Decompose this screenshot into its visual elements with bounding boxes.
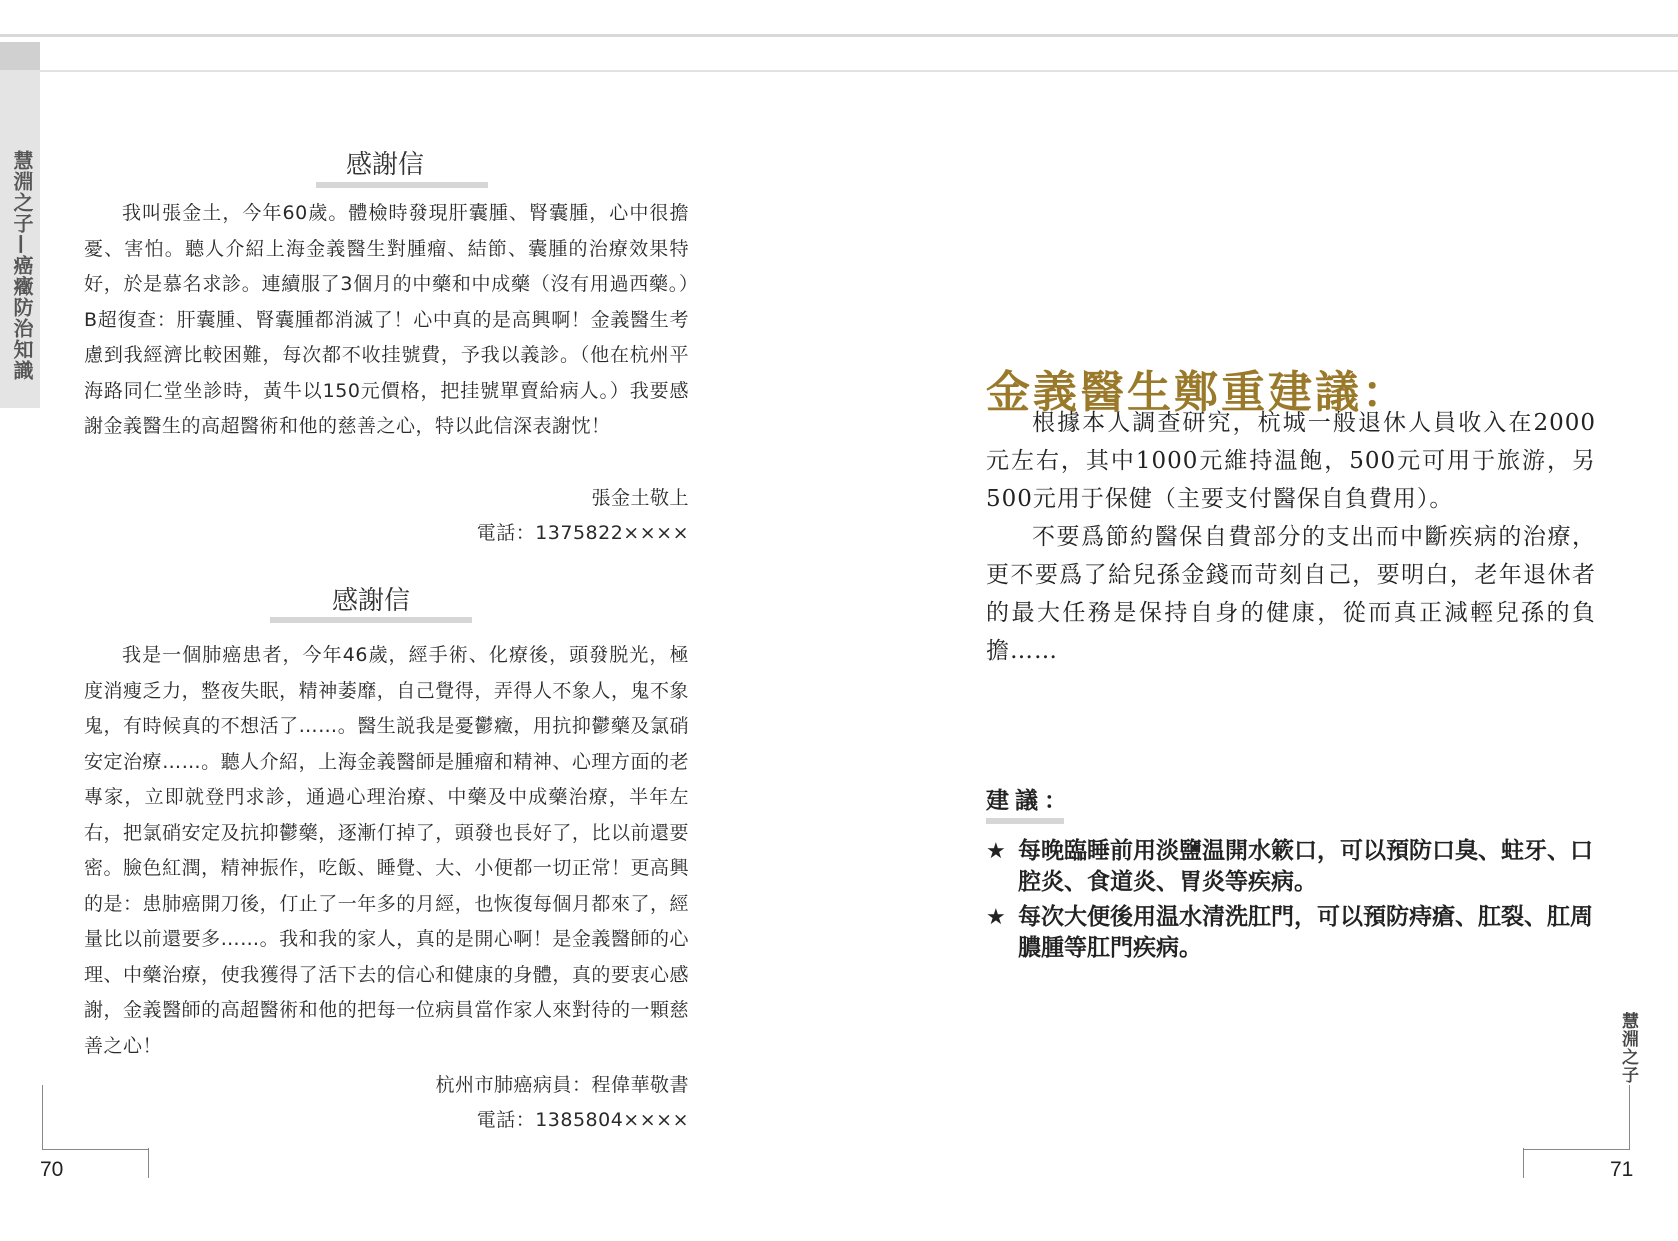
letter1-body	[84, 196, 689, 445]
star-icon: ★	[986, 905, 1006, 930]
tip-item	[986, 836, 1598, 898]
tips-list	[986, 836, 1598, 968]
advice-body	[986, 404, 1596, 670]
letter1-title: 感謝信	[345, 150, 424, 180]
letter2-title-bar	[270, 617, 472, 623]
page-number-left: 70	[40, 1158, 64, 1181]
tip-text: 每次大便後用温水清洗肛門，可以預防痔瘡、肛裂、肛周膿腫等肛門疾病。	[1018, 904, 1593, 961]
advice-paragraph-1: 根據本人調查研究，杭城一般退休人員收入在2000元左右，其中1000元維持温飽，500元可用于旅游，另500元用于保健（主要支付醫保自負費用）。	[986, 410, 1596, 512]
tip-item	[986, 902, 1598, 964]
letter1-paragraph: 我叫張金土，今年60歲。體檢時發現肝囊腫、腎囊腫，心中很擔憂、害怕。聽人介紹上海金義醫生對腫瘤、結節、囊腫的治療效果特好，於是慕名求診。連續服了3個月的中藥和中成藥（沒有用過西藥。）B超復查：肝囊腫、腎囊腫都消滅了！心中真的是高興啊！金義醫生考慮到我經濟比較困難，每次都不收挂號費，予我以義診。（他在杭州平海路同仁堂坐診時，黃牛以150元價格，把挂號單賣給病人。）我要感謝金義醫生的高超醫術和他的慈善之心，特以此信深表謝忱！	[84, 202, 689, 437]
corner-tick-right	[1523, 1148, 1524, 1178]
star-icon: ★	[986, 839, 1006, 864]
corner-mark-right	[1523, 1085, 1630, 1150]
letter2-title: 感謝信	[331, 586, 410, 616]
tip-text: 每晚臨睡前用淡鹽温開水簌口，可以預防口臭、蛀牙、口腔炎、食道炎、胃炎等疾病。	[1018, 838, 1593, 895]
book-section-title: 慧淵之子—癌癥防治知識	[10, 150, 34, 381]
advice-paragraph-2: 不要爲節約醫保自費部分的支出而中斷疾病的治療，更不要爲了給兒孫金錢而苛刻自己，要明白，老年退休者的最大任務是保持自身的健康，從而真正減輕兒孫的負擔……	[986, 524, 1596, 664]
tips-title-bar	[986, 818, 1064, 824]
page-number-right: 71	[1610, 1158, 1634, 1181]
book-title-right: 慧淵之子	[1618, 1012, 1638, 1084]
header-rule	[40, 70, 1678, 72]
letter2-paragraph: 我是一個肺癌患者，今年46歲，經手術、化療後，頭發脱光，極度消瘦乏力，整夜失眠，精神萎靡，自己覺得，弄得人不象人，鬼不象鬼，有時候真的不想活了……。醫生説我是憂鬱癥，用抗抑鬱藥及氯硝安定治療……。聽人介紹，上海金義醫師是腫瘤和精神、心理方面的老專家，立即就登門求診，通過心理治療、中藥及中成藥治療，半年左右，把氯硝安定及抗抑鬱藥，逐漸仃掉了，頭發也長好了，比以前還要密。臉色紅潤，精神振作，吃飯、睡覺、大、小便都一切正常！更高興的是：患肺癌開刀後，仃止了一年多的月經，也恢復每個月都來了，經量比以前還要多……。我和我的家人，真的是開心啊！是金義醫師的心理、中藥治療，使我獲得了活下去的信心和健康的身體，真的要衷心感謝，金義醫師的高超醫術和他的把每一位病員當作家人來對待的一顆慈善之心！	[84, 644, 689, 1057]
letter1-title-bar	[316, 182, 488, 188]
corner-mark-left	[42, 1085, 149, 1150]
tips-title: 建議：	[986, 788, 1073, 814]
letter1-signature: 張金土敬上	[591, 487, 689, 509]
top-rule	[0, 34, 1678, 37]
corner-tick-left	[148, 1148, 149, 1178]
side-tab-cap	[0, 42, 40, 70]
letter2-body	[84, 638, 689, 1064]
letter1-phone: 電話：1375822××××	[476, 522, 689, 544]
letter2-signature: 杭州市肺癌病員：程偉華敬書	[435, 1074, 689, 1096]
advice-title: 金義醫生鄭重建議：	[986, 367, 1409, 418]
letter2-phone: 電話：1385804××××	[476, 1109, 689, 1131]
